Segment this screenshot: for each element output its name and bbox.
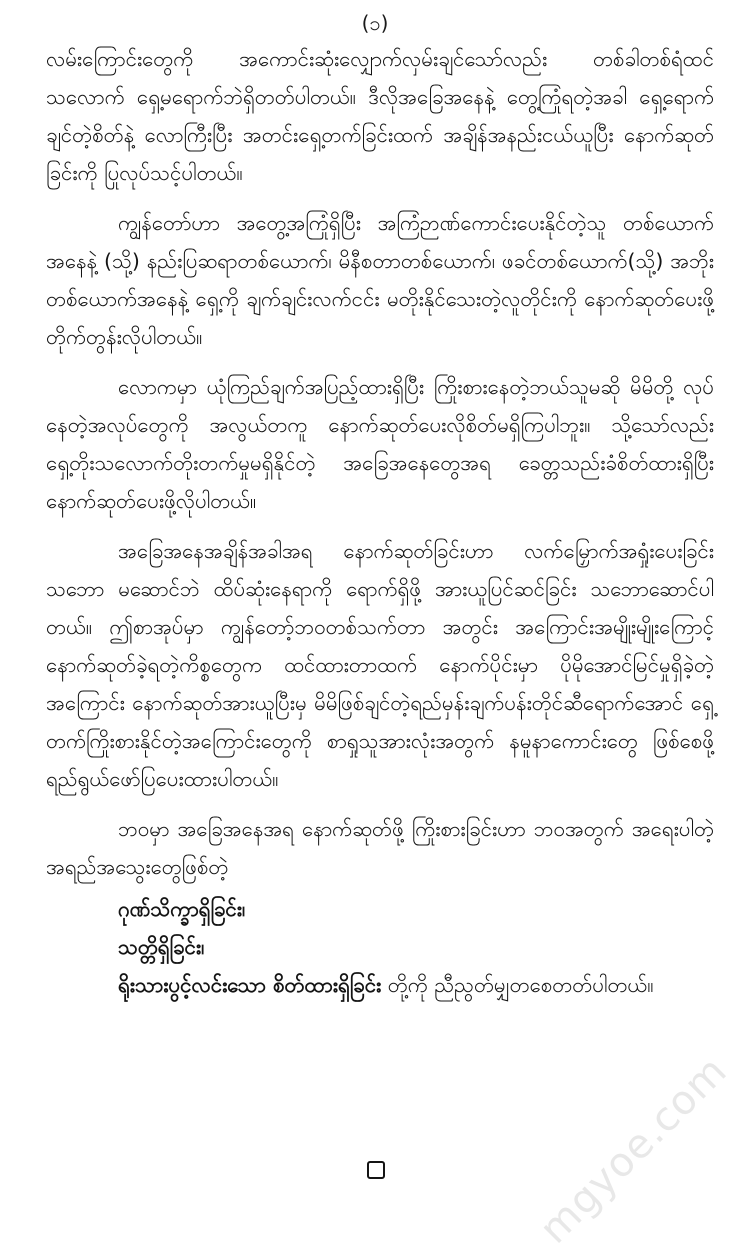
- quality-item-honesty: ရိုးသားပွင့်လင်းသော စိတ်ထားရှိခြင်း: [118, 973, 382, 997]
- paragraph-4: အခြေအနေအချိန်အခါအရ နောက်ဆုတ်ခြင်းဟာ လက်မြှောက်အရှုံးပေးခြင်းသဘော မဆောင်ဘဲ ထိပ်ဆုံးနေရာကို ရောက်ရှိဖို့ အားယူပြင်ဆင်ခြင်း သဘောဆောင်ပါတယ်။ ဤစာအုပ်မှာ ကျွန်တော့်ဘဝတစ်သက်တာ အတွင်း အကြောင်းအမျိုးမျိုးကြောင့် နောက်ဆုတ်ခဲ့ရတဲ့ကိစ္စတွေက ထင်ထားတာထက် နောက်ပိုင်းမှာ ပိုမိုအောင်မြင်မှုရှိခဲ့တဲ့အကြောင်း နောက်ဆုတ်အားယူပြီးမှ မိမိဖြစ်ချင်တဲ့ရည်မှန်းချက်ပန်းတိုင်ဆီရောက်အောင် ရှေ့တက်ကြိုးစားနိုင်တဲ့အကြောင်းတွေကို စာရှုသူအားလုံးအတွက် နမူနာကောင်းတွေ ဖြစ်စေဖို့ ရည်ရွယ်ဖော်ပြပေးထားပါတယ်။: [46, 539, 714, 791]
- page-number: (၁): [361, 11, 389, 35]
- paragraph-5: ဘဝမှာ အခြေအနေအရ နောက်ဆုတ်ဖို့ ကြိုးစားခြင်းဟာ ဘဝအတွက် အရေးပါတဲ့အရည်အသွေးတွေဖြစ်တဲ့: [46, 817, 714, 879]
- paragraph-1: လမ်းကြောင်းတွေကို အကောင်းဆုံးလျှောက်လှမ်းချင်သော်လည်း တစ်ခါတစ်ရံထင်သလောက် ရှေ့မရောက်ဘဲရှိတတ်ပါတယ်။ ဒီလိုအခြေအနေနဲ့ တွေ့ကြုံရတဲ့အခါ ရှေ့ရောက်ချင်တဲ့စိတ်နဲ့ လောကြီးပြီး အတင်းရှေ့တက်ခြင်းထက် အချိန်အနည်းငယ်ယူပြီး နောက်ဆုတ်ခြင်းကို ပြုလုပ်သင့်ပါတယ်။: [46, 47, 714, 185]
- watermark: mgyoe.com: [530, 1047, 736, 1253]
- paragraph-3: လောကမှာ ယုံကြည်ချက်အပြည့်ထားရှိပြီး ကြိုးစားနေတဲ့ဘယ်သူမဆို မိမိတို့ လုပ်နေတဲ့အလုပ်တွေကို အလွယ်တကူ နောက်ဆုတ်ပေးလိုစိတ်မရှိကြပါဘူး။ သို့သော်လည်း ရှေ့တိုးသလောက်တိုးတက်မှုမရှိနိုင်တဲ့ အခြေအနေတွေအရ ခေတ္တသည်းခံစိတ်ထားရှိပြီး နောက်ဆုတ်ပေးဖို့လိုပါတယ်။: [46, 375, 714, 513]
- end-of-section-square-icon: [367, 1161, 385, 1179]
- closing-paragraph: [46, 966, 714, 1004]
- quality-item-dignity: ဂုဏ်သိက္ခာရှိခြင်း၊: [118, 897, 246, 921]
- quality-item-courage: သတ္တိရှိခြင်း၊: [118, 935, 205, 959]
- closing-text: တို့ကို ညီညွတ်မျှတစေတတ်ပါတယ်။: [381, 973, 654, 997]
- paragraph-2: ကျွန်တော်ဟာ အတွေ့အကြုံရှိပြီး အကြံဉာဏ်ကောင်းပေးနိုင်တဲ့သူ တစ်ယောက်အနေနဲ့ (သို့) နည်းပြဆရာတစ်ယောက်၊ မိနီစတာတစ်ယောက်၊ ဖခင်တစ်ယောက်(သို့) အဘိုးတစ်ယောက်အနေနဲ့ ရှေ့ကို ချက်ချင်းလက်ငင်း မတိုးနိုင်သေးတဲ့လူတိုင်းကို နောက်ဆုတ်ပေးဖို့ တိုက်တွန်းလိုပါတယ်။: [46, 211, 714, 349]
- body-text: [46, 40, 714, 1016]
